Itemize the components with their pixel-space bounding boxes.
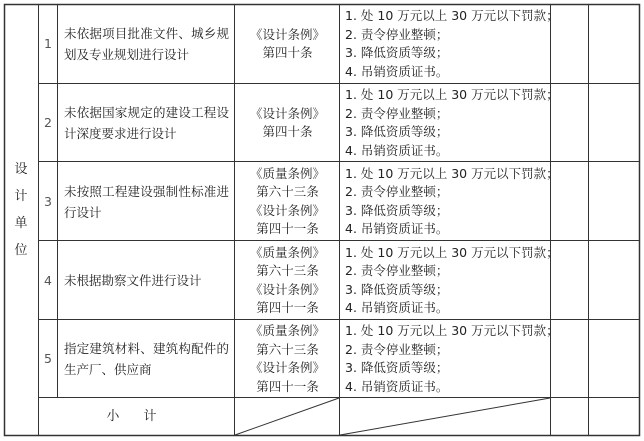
- penalty-list: [340, 84, 559, 162]
- penalty-item: 2. 责令停业整顿；: [345, 263, 449, 278]
- penalty-item: 2. 责令停业整顿；: [345, 184, 449, 199]
- penalty-item: 4. 吊销资质证书。: [345, 142, 449, 158]
- law-line: 第四十条: [262, 124, 313, 139]
- row-number: 2: [44, 115, 52, 130]
- law-line: 第六十三条: [256, 263, 319, 278]
- penalty-item: 1. 处 10 万元以上 30 万元以下罚款；: [345, 87, 559, 102]
- penalty-item: 4. 吊销资质证书。: [345, 63, 449, 79]
- penalty-list: [340, 320, 559, 398]
- penalty-item: 3. 降低资质等级；: [345, 202, 449, 218]
- penalty-item: 3. 降低资质等级；: [345, 45, 449, 60]
- row-number: 1: [44, 36, 52, 51]
- penalty-item: 2. 责令停业整顿；: [345, 26, 449, 42]
- penalty-item: 3. 降低资质等级；: [345, 281, 449, 297]
- law-line: 《设计条例》: [249, 202, 325, 218]
- unit-char: 单: [14, 216, 28, 231]
- row-number: 4: [44, 272, 52, 288]
- violation-text: 指定建筑材料、建筑构配件的生产厂、供应商: [64, 341, 229, 377]
- penalty-item: 2. 责令停业整顿；: [345, 341, 449, 357]
- law-reference: [235, 320, 340, 398]
- unit-char: 设: [14, 162, 28, 177]
- penalty-list: [340, 162, 559, 241]
- law-reference: [235, 4, 340, 84]
- row-number: 5: [44, 351, 52, 366]
- law-line: 《质量条例》: [249, 244, 325, 260]
- penalty-item: 4. 吊销资质证书。: [345, 378, 449, 394]
- penalty-item: 2. 责令停业整顿；: [345, 105, 449, 121]
- law-line: 《设计条例》: [249, 360, 325, 375]
- law-line: 第四十一条: [256, 300, 319, 315]
- unit-char: 位: [14, 243, 28, 258]
- law-line: 《质量条例》: [249, 323, 325, 338]
- law-line: 第四十一条: [256, 378, 319, 394]
- penalty-list: [340, 241, 559, 320]
- law-line: 《设计条例》: [249, 26, 325, 42]
- unit-label: [12, 156, 30, 264]
- law-line: 第六十三条: [256, 341, 319, 357]
- violation-text: 未按照工程建设强制性标准进行设计: [64, 183, 229, 220]
- penalty-list: [340, 4, 559, 84]
- law-reference: [235, 162, 340, 241]
- penalty-item: 3. 降低资质等级；: [345, 124, 449, 139]
- penalty-item: 1. 处 10 万元以上 30 万元以下罚款；: [345, 165, 559, 181]
- law-line: 第四十一条: [256, 221, 319, 236]
- penalty-item: 1. 处 10 万元以上 30 万元以下罚款；: [345, 244, 559, 260]
- penalty-item: 4. 吊销资质证书。: [345, 221, 449, 236]
- penalty-item: 3. 降低资质等级；: [345, 360, 449, 375]
- row-number: 3: [44, 193, 52, 209]
- law-line: 《质量条例》: [249, 165, 325, 181]
- law-line: 第四十条: [262, 45, 313, 60]
- violation-text: 未依据国家规定的建设工程设计深度要求进行设计: [64, 105, 229, 141]
- penalty-item: 1. 处 10 万元以上 30 万元以下罚款；: [345, 323, 559, 338]
- law-line: 《设计条例》: [249, 281, 325, 297]
- law-reference: [235, 241, 340, 320]
- penalty-item: 4. 吊销资质证书。: [345, 300, 449, 315]
- violation-text: 未根据勘察文件进行设计: [64, 273, 202, 288]
- law-line: 第六十三条: [256, 184, 319, 199]
- subtotal-label: 小 计: [106, 409, 167, 424]
- unit-char: 计: [14, 189, 28, 204]
- law-reference: [235, 84, 340, 162]
- violation-text: 未依据项目批准文件、城乡规划及专业规划进行设计: [64, 26, 229, 62]
- law-line: 《设计条例》: [249, 105, 325, 121]
- penalty-item: 1. 处 10 万元以上 30 万元以下罚款；: [345, 8, 559, 23]
